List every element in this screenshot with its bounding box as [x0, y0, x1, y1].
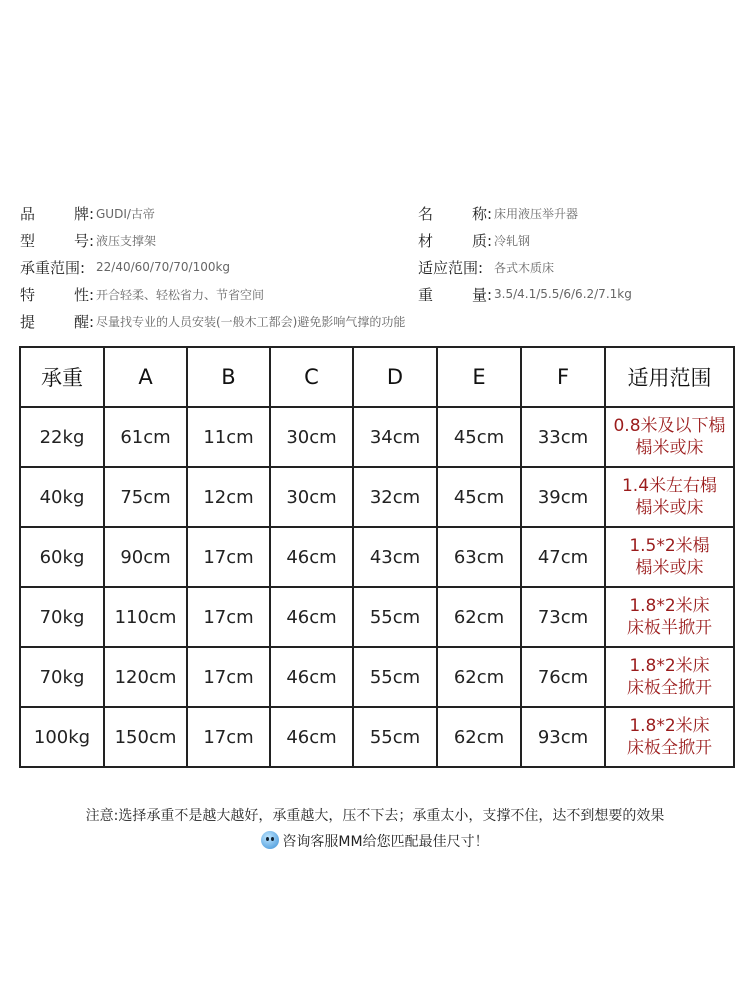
range-line: 床板全掀开	[627, 678, 712, 698]
table-cell: 46cm	[270, 527, 353, 587]
table-cell: 40kg	[20, 467, 104, 527]
spec-key: 材 质:	[418, 231, 492, 250]
table-cell: 150cm	[104, 707, 187, 767]
table-cell: 39cm	[521, 467, 605, 527]
table-cell: 46cm	[270, 587, 353, 647]
spec-value: 液压支撑架	[96, 233, 157, 248]
range-line: 榻米或床	[635, 438, 704, 458]
table-row	[20, 587, 734, 647]
table-cell: 55cm	[353, 707, 437, 767]
table-cell: 100kg	[20, 707, 104, 767]
table-cell: 55cm	[353, 647, 437, 707]
table-cell: 17cm	[187, 527, 270, 587]
table-cell: 70kg	[20, 647, 104, 707]
spec-value: 冷轧钢	[494, 233, 531, 248]
table-cell: 62cm	[437, 707, 521, 767]
header-c: C	[270, 347, 353, 407]
range-cell	[605, 527, 734, 587]
table-header-row	[20, 347, 734, 407]
table-cell: 45cm	[437, 467, 521, 527]
spec-key: 承重范围:	[20, 258, 86, 277]
spec-value: GUDI/古帝	[96, 206, 155, 221]
spec-value: 开合轻柔、轻松省力、节省空间	[96, 287, 265, 302]
range-line: 1.8*2米床	[629, 716, 710, 736]
spec-name	[418, 200, 578, 226]
range-cell	[605, 467, 734, 527]
spec-key: 适应范围:	[418, 258, 484, 277]
table-cell: 32cm	[353, 467, 437, 527]
spec-key: 型 号:	[20, 231, 94, 250]
range-cell	[605, 587, 734, 647]
table-cell: 47cm	[521, 527, 605, 587]
table-cell: 76cm	[521, 647, 605, 707]
table-cell: 93cm	[521, 707, 605, 767]
header-b: B	[187, 347, 270, 407]
spec-value: 各式木质床	[494, 260, 555, 275]
range-line: 1.8*2米床	[629, 596, 710, 616]
header-load: 承重	[20, 347, 104, 407]
range-cell	[605, 407, 734, 467]
table-cell: 75cm	[104, 467, 187, 527]
table-cell: 61cm	[104, 407, 187, 467]
table-cell: 43cm	[353, 527, 437, 587]
table-cell: 17cm	[187, 587, 270, 647]
spec-value: 床用液压举升器	[494, 206, 579, 221]
spec-model	[20, 227, 156, 253]
spec-feature	[20, 281, 264, 307]
table-cell: 90cm	[104, 527, 187, 587]
spec-key: 提 醒:	[20, 312, 94, 331]
range-line: 床板半掀开	[627, 618, 712, 638]
table-cell: 110cm	[104, 587, 187, 647]
range-cell	[605, 647, 734, 707]
range-line: 1.4米左右榻	[621, 476, 718, 496]
consult-line	[0, 831, 750, 851]
spec-key: 特 性:	[20, 285, 94, 304]
table-cell: 46cm	[270, 647, 353, 707]
range-line: 1.5*2米榻	[629, 536, 710, 556]
table-cell: 60kg	[20, 527, 104, 587]
table-row	[20, 407, 734, 467]
table-cell: 46cm	[270, 707, 353, 767]
range-line: 1.8*2米床	[629, 656, 710, 676]
table-cell: 34cm	[353, 407, 437, 467]
table-row	[20, 467, 734, 527]
table-row	[20, 647, 734, 707]
spec-key: 名 称:	[418, 204, 492, 223]
table-cell: 11cm	[187, 407, 270, 467]
table-cell: 12cm	[187, 467, 270, 527]
table-cell: 63cm	[437, 527, 521, 587]
table-cell: 30cm	[270, 407, 353, 467]
range-cell	[605, 707, 734, 767]
header-d: D	[353, 347, 437, 407]
range-line: 榻米或床	[635, 498, 704, 518]
table-cell: 62cm	[437, 647, 521, 707]
note-text: 注意:选择承重不是越大越好，承重越大，压不下去；承重太小，支撑不住，达不到想要的效果	[85, 808, 665, 824]
spec-value: 22/40/60/70/70/100kg	[96, 260, 231, 274]
header-range: 适用范围	[605, 347, 734, 407]
table-row	[20, 527, 734, 587]
spec-key: 重 量:	[418, 285, 492, 304]
spec-fit-range	[418, 254, 554, 280]
header-f: F	[521, 347, 605, 407]
spec-reminder	[20, 308, 405, 334]
table-cell: 73cm	[521, 587, 605, 647]
range-line: 床板全掀开	[627, 738, 712, 758]
table-cell: 17cm	[187, 647, 270, 707]
table-cell: 30cm	[270, 467, 353, 527]
table-cell: 70kg	[20, 587, 104, 647]
range-line: 榻米或床	[635, 558, 704, 578]
size-table	[19, 346, 735, 768]
range-line: 0.8米及以下榻	[613, 416, 726, 436]
spec-material	[418, 227, 530, 253]
spec-value: 3.5/4.1/5.5/6/6.2/7.1kg	[494, 287, 632, 301]
spec-key: 品 牌:	[20, 204, 94, 223]
table-cell: 45cm	[437, 407, 521, 467]
table-cell: 55cm	[353, 587, 437, 647]
spec-brand	[20, 200, 155, 226]
table-cell: 17cm	[187, 707, 270, 767]
header-e: E	[437, 347, 521, 407]
table-row	[20, 707, 734, 767]
spec-load-range	[20, 254, 230, 280]
spec-weight	[418, 281, 632, 307]
table-cell: 33cm	[521, 407, 605, 467]
spec-value: 尽量找专业的人员安装(一般木工都会)避免影响气撑的功能	[96, 314, 406, 329]
table-cell: 62cm	[437, 587, 521, 647]
emoji-face-icon	[261, 831, 279, 849]
table-cell: 120cm	[104, 647, 187, 707]
header-a: A	[104, 347, 187, 407]
consult-text: 咨询客服MM给您匹配最佳尺寸！	[282, 834, 489, 850]
table-cell: 22kg	[20, 407, 104, 467]
